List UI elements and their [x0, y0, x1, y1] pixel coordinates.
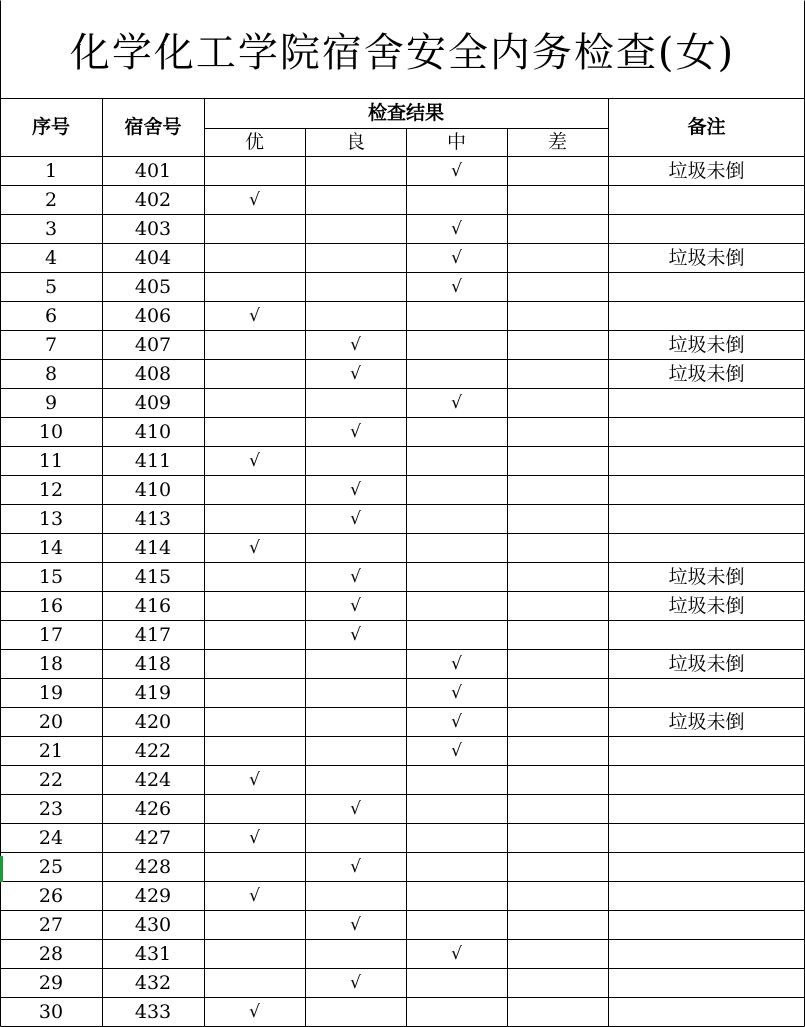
row-index: 28 [38, 943, 64, 965]
row-index: 19 [38, 682, 64, 704]
row-room-number: 414 [134, 537, 172, 559]
check-mark: √ [249, 538, 260, 558]
header-grade-good: 良 [345, 130, 365, 153]
check-mark: √ [249, 770, 260, 790]
row-room-number: 418 [134, 653, 172, 675]
row-index: 26 [38, 885, 64, 907]
row-room-number: 409 [134, 392, 172, 414]
check-mark: √ [451, 712, 462, 732]
check-mark: √ [249, 1002, 260, 1022]
check-mark: √ [451, 248, 462, 268]
row-index: 8 [44, 363, 58, 385]
row-room-number: 424 [134, 769, 172, 791]
check-mark: √ [249, 886, 260, 906]
row-index: 23 [38, 798, 64, 820]
row-index: 16 [38, 595, 64, 617]
check-mark: √ [350, 335, 361, 355]
row-room-number: 403 [134, 218, 172, 240]
row-room-number: 407 [134, 334, 172, 356]
check-mark: √ [451, 219, 462, 239]
row-room-number: 420 [134, 711, 172, 733]
check-mark: √ [451, 393, 462, 413]
check-mark: √ [249, 190, 260, 210]
header-remarks: 备注 [687, 116, 726, 138]
check-mark: √ [451, 161, 462, 181]
header-grade-fair: 中 [446, 130, 466, 153]
check-mark: √ [451, 944, 462, 964]
row-remark: 垃圾未倒 [668, 160, 745, 182]
row-index: 17 [38, 624, 64, 646]
row-room-number: 431 [134, 943, 172, 965]
row-room-number: 410 [134, 421, 172, 443]
row-room-number: 427 [134, 827, 172, 849]
check-mark: √ [350, 915, 361, 935]
check-mark: √ [350, 509, 361, 529]
row-room-number: 426 [134, 798, 172, 820]
row-remark: 垃圾未倒 [668, 334, 745, 356]
row-index: 11 [38, 450, 64, 472]
row-index: 6 [44, 305, 58, 327]
check-mark: √ [350, 973, 361, 993]
row-room-number: 430 [134, 914, 172, 936]
row-room-number: 402 [134, 189, 172, 211]
row-index: 21 [38, 740, 64, 762]
row-room-number: 410 [134, 479, 172, 501]
check-mark: √ [350, 799, 361, 819]
row-index: 5 [44, 276, 58, 298]
row-room-number: 404 [134, 247, 172, 269]
row-remark: 垃圾未倒 [668, 653, 745, 675]
check-mark: √ [451, 654, 462, 674]
row-room-number: 405 [134, 276, 172, 298]
row-room-number: 417 [134, 624, 172, 646]
row-index: 12 [38, 479, 64, 501]
row-index: 24 [38, 827, 64, 849]
check-mark: √ [451, 683, 462, 703]
row-room-number: 406 [134, 305, 172, 327]
check-mark: √ [451, 277, 462, 297]
row-room-number: 401 [134, 160, 172, 182]
row-room-number: 429 [134, 885, 172, 907]
row-index: 18 [38, 653, 64, 675]
check-mark: √ [350, 364, 361, 384]
check-mark: √ [350, 596, 361, 616]
header-index: 序号 [31, 116, 70, 138]
header-room: 宿舍号 [124, 116, 182, 138]
row-remark: 垃圾未倒 [668, 247, 745, 269]
row-index: 9 [44, 392, 58, 414]
row-index: 25 [38, 856, 64, 878]
row-remark: 垃圾未倒 [668, 566, 745, 588]
row-index: 2 [44, 189, 58, 211]
row-index: 30 [38, 1001, 64, 1023]
row-index: 1 [44, 160, 58, 182]
row-index: 20 [38, 711, 64, 733]
header-result: 检查结果 [367, 102, 444, 124]
row-index: 29 [38, 972, 64, 994]
row-remark: 垃圾未倒 [668, 711, 745, 733]
row-index: 4 [44, 247, 58, 269]
row-room-number: 432 [134, 972, 172, 994]
check-mark: √ [249, 306, 260, 326]
row-room-number: 422 [134, 740, 172, 762]
row-room-number: 411 [134, 450, 172, 472]
row-index: 3 [44, 218, 58, 240]
row-room-number: 415 [134, 566, 172, 588]
row-room-number: 413 [134, 508, 172, 530]
check-mark: √ [350, 625, 361, 645]
row-room-number: 419 [134, 682, 172, 704]
check-mark: √ [350, 857, 361, 877]
check-mark: √ [249, 828, 260, 848]
check-mark: √ [350, 480, 361, 500]
sheet-title: 化学化工学院宿舍安全内务检查(女) [69, 29, 736, 76]
row-index: 22 [38, 769, 64, 791]
row-remark: 垃圾未倒 [668, 595, 745, 617]
row-index: 27 [38, 914, 64, 936]
check-mark: √ [451, 741, 462, 761]
row-room-number: 433 [134, 1001, 172, 1023]
row-index: 13 [38, 508, 64, 530]
row-index: 10 [38, 421, 64, 443]
row-room-number: 428 [134, 856, 172, 878]
row-index: 15 [38, 566, 64, 588]
check-mark: √ [350, 422, 361, 442]
check-mark: √ [350, 567, 361, 587]
row-remark: 垃圾未倒 [668, 363, 745, 385]
header-grade-poor: 差 [547, 130, 567, 153]
row-room-number: 408 [134, 363, 172, 385]
header-grade-excellent: 优 [244, 130, 264, 153]
row-index: 7 [44, 334, 58, 356]
check-mark: √ [249, 451, 260, 471]
row-index: 14 [38, 537, 64, 559]
row-indicator [0, 856, 3, 882]
row-room-number: 416 [134, 595, 172, 617]
